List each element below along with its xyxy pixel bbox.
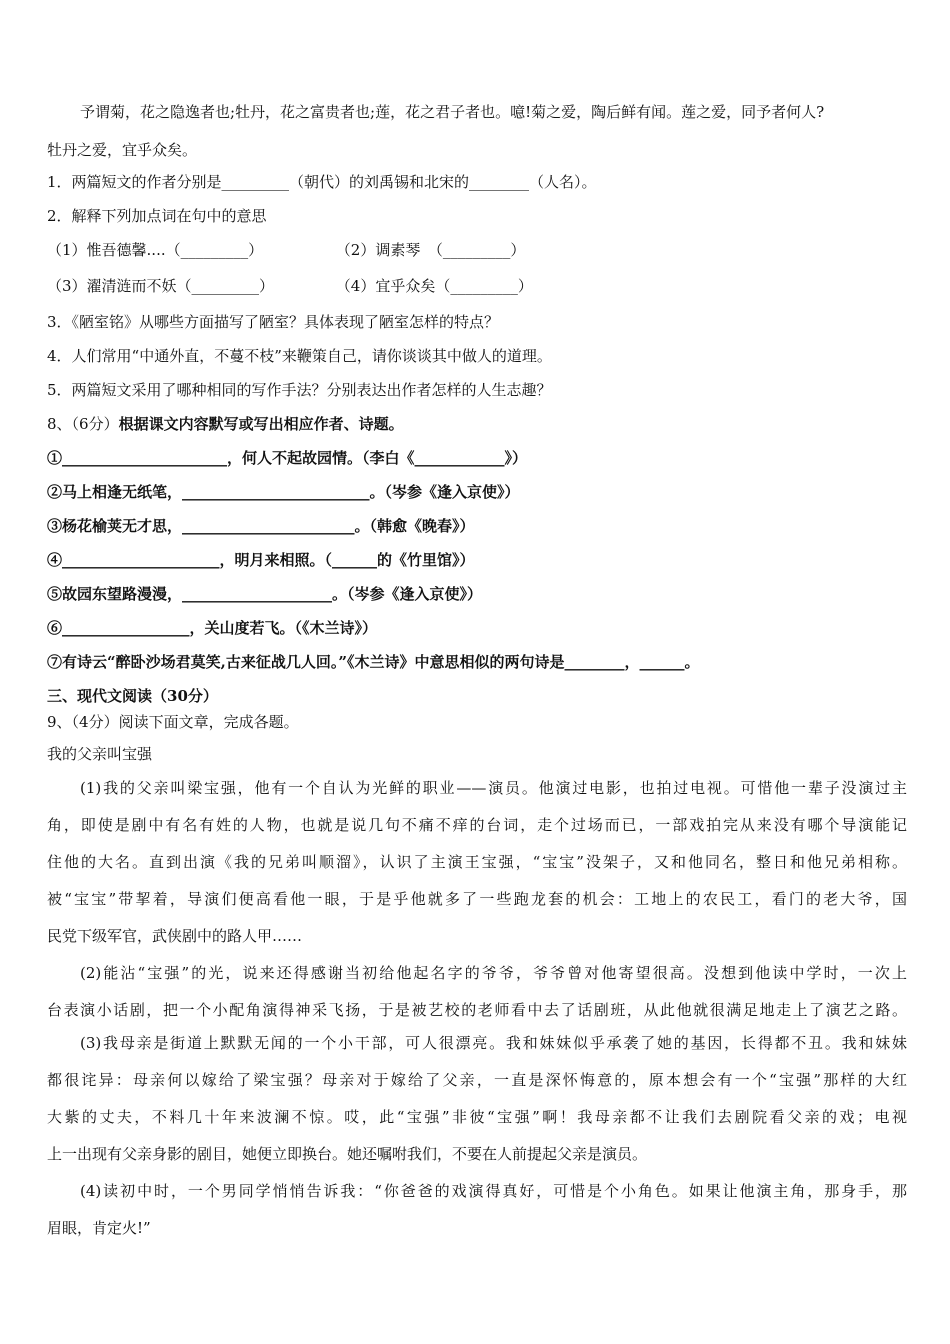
article-line: (4)读初中时，一个男同学悄悄告诉我：“你爸爸的戏演得真好，可惜是个小角色。如果让他演主角，那身手，那 (80, 1182, 907, 1200)
question-2-row-1 (47, 240, 907, 260)
article-line: 眉眼，肯定火!” (47, 1219, 151, 1237)
recitation-item-2: ②马上相逢无纸笔，_________________________。（岑参《逢入京使》） (47, 483, 520, 501)
article-line: 台表演小话剧，把一个小配角演得神采飞扬，于是被艺校的老师看中去了话剧班，从此他就很满足地走上了演艺之路。 (47, 1001, 907, 1019)
section-3-heading: 三、现代文阅读（30分） (47, 687, 218, 705)
question-5: 5．两篇短文采用了哪种相同的写作手法？分别表达出作者怎样的人生志趣？ (47, 381, 552, 399)
question-2-item: （4）宜乎众矣（_________） (335, 277, 533, 295)
recitation-item-5: ⑤故园东望路漫漫，____________________。（岑参《逢入京使》） (47, 585, 483, 603)
recitation-item-7: ⑦有诗云“醉卧沙场君莫笑,古来征战几人回。”《木兰诗》中意思相似的两句诗是________，______。 (47, 653, 700, 671)
article-title: 我的父亲叫宝强 (47, 745, 153, 763)
question-2-item: （1）惟吾德馨....（_________） (47, 241, 264, 259)
article-line: (1)我的父亲叫梁宝强，他有一个自认为光鲜的职业——演员。他演过电影，也拍过电视。可惜他一辈子没演过主 (80, 779, 907, 797)
question-8-prefix: 8、（6分） (47, 415, 119, 433)
question-4: 4．人们常用“中通外直，不蔓不枝”来鞭策自己，请你谈谈其中做人的道理。 (47, 347, 552, 365)
question-8-title: 根据课文内容默写或写出相应作者、诗题。 (118, 415, 404, 433)
article-line: 民党下级军官，武侠剧中的路人甲…… (47, 927, 303, 945)
article-line: (3)我母亲是街道上默默无闻的一个小干部，可人很漂亮。我和妹妹似乎承袭了她的基因，长得都不丑。我和妹妹 (80, 1034, 907, 1052)
question-9: 9、（4分）阅读下面文章，完成各题。 (47, 713, 299, 731)
article-line: 被“宝宝”带挈着，导演们便高看他一眼，于是乎他就多了一些跑龙套的机会：工地上的农民工，看门的老大爷，国 (47, 890, 907, 908)
question-2: 2．解释下列加点词在句中的意思 (47, 207, 267, 225)
article-line: 大紫的丈夫，不料几十年来波澜不惊。哎，此“宝强”非彼“宝强”啊！我母亲都不让我们去剧院看父亲的戏；电视 (47, 1108, 907, 1126)
question-2-item: （3）濯清涟而不妖（_________） (47, 277, 275, 295)
article-line: (2)能沾“宝强”的光，说来还得感谢当初给他起名字的爷爷，爷爷曾对他寄望很高。没想到他读中学时，一次上 (80, 964, 907, 982)
question-1: 1．两篇短文的作者分别是_________（朝代）的刘禹锡和北宋的________（人名）。 (47, 173, 597, 191)
recitation-item-6: ⑥_________________，关山度若飞。（《木兰诗》） (47, 619, 378, 637)
article-line: 角，即使是剧中有名有姓的人物，也就是说几句不痛不痒的台词，走个过场而已，一部戏拍完从来没有哪个导演能记 (47, 816, 907, 834)
recitation-item-3: ③杨花榆荚无才思，_______________________。（韩愈《晚春》） (47, 517, 475, 535)
recitation-item-4: ④_____________________，明月来相照。（______的《竹里馆》） (47, 551, 475, 569)
question-2-row-2 (47, 276, 907, 296)
question-2-item: （2）调素琴 （_________） (335, 241, 526, 259)
article-line: 住他的大名。直到出演《我的兄弟叫顺溜》，认识了主演王宝强，“宝宝”没架子，又和他同名，整日和他兄弟相称。 (47, 853, 907, 871)
recitation-item-1: ①______________________，何人不起故园情。（李白《____________》） (47, 449, 528, 467)
article-line: 都很诧异：母亲何以嫁给了梁宝强？母亲对于嫁给了父亲，一直是深怀悔意的，原本想会有一个“宝强”那样的大红 (47, 1071, 907, 1089)
article-line: 上一出现有父亲身影的剧目，她便立即换台。她还嘱咐我们，不要在人前提起父亲是演员。 (47, 1145, 648, 1163)
intro-line-2: 牡丹之爱，宜乎众矣。 (47, 141, 198, 159)
intro-line-1: 予谓菊，花之隐逸者也;牡丹，花之富贵者也;莲，花之君子者也。噫!菊之爱，陶后鲜有闻。莲之爱，同予者何人? (80, 103, 825, 121)
question-8-header (47, 414, 907, 434)
question-3: 3．《陋室铭》从哪些方面描写了陋室？具体表现了陋室怎样的特点？ (47, 313, 500, 331)
